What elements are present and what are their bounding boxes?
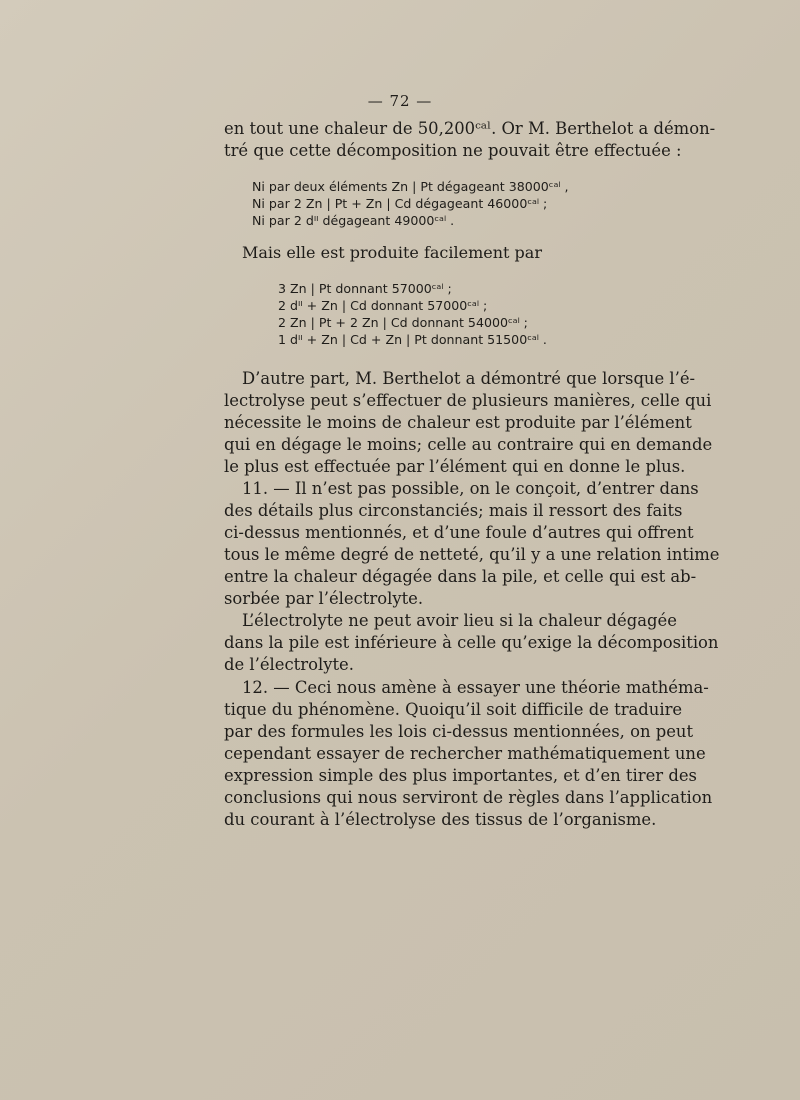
text-line: qui en dégage le moins; celle au contraire qui en demande bbox=[224, 435, 713, 454]
text-line: par des formules les lois ci-dessus mentionnées, on peut bbox=[224, 722, 694, 741]
formula-line: 2 dᴵᴵ + Zn | Cd donnant 57000ᶜᵃˡ ; bbox=[278, 298, 488, 313]
text-line: le plus est effectuée par l’élément qui en donne le plus. bbox=[224, 457, 686, 476]
text-line: tique du phénomène. Quoiqu’il soit difficile de traduire bbox=[224, 700, 683, 719]
text-line: tré que cette décomposition ne pouvait être effectuée : bbox=[224, 141, 682, 160]
text-line: L’électrolyte ne peut avoir lieu si la chaleur dégagée bbox=[242, 611, 677, 630]
text-line: dans la pile est inférieure à celle qu’exige la décomposition bbox=[224, 633, 719, 652]
text-line: entre la chaleur dégagée dans la pile, et celle qui est ab- bbox=[224, 567, 697, 586]
text-line: 12. — Ceci nous amène à essayer une théorie mathéma- bbox=[242, 678, 709, 697]
text-line: expression simple des plus importantes, et d’en tirer des bbox=[224, 766, 697, 785]
page-number: — 72 — bbox=[367, 92, 433, 110]
text-line: D’autre part, M. Berthelot a démontré que lorsque l’é- bbox=[242, 369, 696, 388]
formula-list-second bbox=[278, 280, 547, 348]
text-line: cependant essayer de rechercher mathématiquement une bbox=[224, 744, 706, 763]
formula-line: 1 dᴵᴵ + Zn | Cd + Zn | Pt donnant 51500ᶜᵃˡ . bbox=[278, 332, 547, 347]
formula-line: 3 Zn | Pt donnant 57000ᶜᵃˡ ; bbox=[278, 281, 452, 296]
text-line: sorbée par l’électrolyte. bbox=[224, 589, 424, 608]
formula-intro: Mais elle est produite facilement par bbox=[242, 243, 542, 262]
paragraph-11 bbox=[224, 478, 720, 610]
paragraph-berthelot bbox=[224, 368, 713, 478]
text-line: du courant à l’électrolyse des tissus de l’organisme. bbox=[224, 810, 657, 829]
paragraph-12 bbox=[224, 677, 713, 831]
text-line: conclusions qui nous serviront de règles dans l’application bbox=[224, 788, 713, 807]
text-line: nécessite le moins de chaleur est produite par l’élément bbox=[224, 413, 692, 432]
text-line: de l’électrolyte. bbox=[224, 655, 354, 674]
formula-line: Ni par 2 Zn | Pt + Zn | Cd dégageant 46000ᶜᵃˡ ; bbox=[252, 196, 548, 211]
text-line: en tout une chaleur de 50,200ᶜᵃˡ. Or M. Berthelot a démon- bbox=[224, 119, 716, 138]
text-line: des détails plus circonstanciés; mais il ressort des faits bbox=[224, 501, 683, 520]
opening-paragraph bbox=[224, 118, 716, 162]
text-line: ci-dessus mentionnés, et d’une foule d’autres qui offrent bbox=[224, 523, 694, 542]
text-line: 11. — Il n’est pas possible, on le conçoit, d’entrer dans bbox=[242, 479, 699, 498]
formula-line: Ni par 2 dᴵᴵ dégageant 49000ᶜᵃˡ . bbox=[252, 213, 455, 228]
formula-list-first bbox=[252, 178, 568, 229]
formula-line: 2 Zn | Pt + 2 Zn | Cd donnant 54000ᶜᵃˡ ; bbox=[278, 315, 528, 330]
paragraph-electrolyte bbox=[224, 610, 719, 676]
text-line: tous le même degré de netteté, qu’il y a une relation intime bbox=[224, 545, 720, 564]
text-line: lectrolyse peut s’effectuer de plusieurs manières, celle qui bbox=[224, 391, 712, 410]
formula-line: Ni par deux éléments Zn | Pt dégageant 38000ᶜᵃˡ , bbox=[252, 179, 569, 194]
